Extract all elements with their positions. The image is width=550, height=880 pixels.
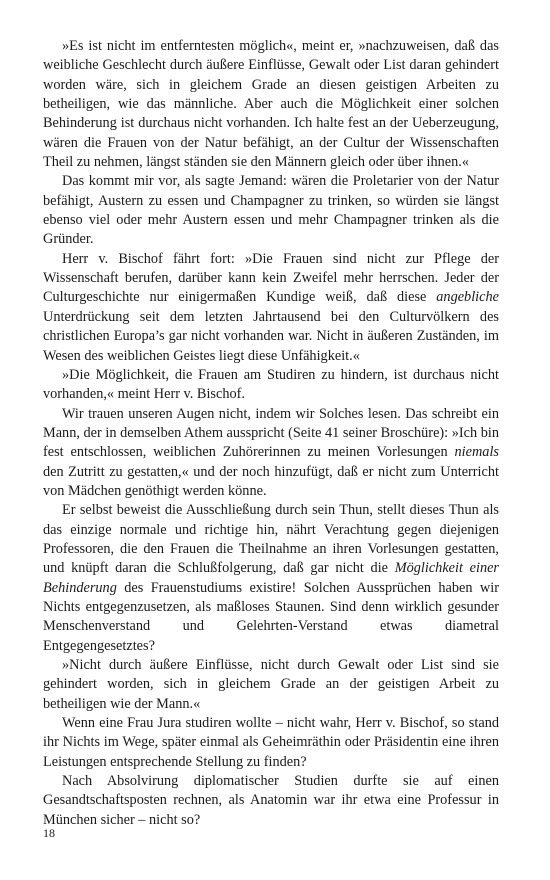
emphasis-text: niemals: [454, 444, 499, 461]
paragraph-4: [43, 366, 499, 405]
paragraph-text: Wenn eine Frau Jura studiren wollte – nicht wahr, Herr v. Bischof, so stand ihr Nichts im Wege, später einmal als Geheimräthin oder Präsidentin eine ihren Leistungen entsprechende Stellung zu finden?: [43, 715, 499, 770]
paragraph-7: [43, 656, 499, 714]
paragraph-text: Unterdrückung seit dem letzten Jahrtausend bei den Culturvölkern des christlichen Europa’s gar nicht vorhanden war. Nicht in äußeren Zuständen, im Wesen des weiblichen Geistes liegt diese Unfähigkeit.«: [43, 308, 499, 364]
paragraph-1: [43, 37, 499, 172]
emphasis-text: Möglichkeit einer Behinderung: [43, 560, 499, 596]
paragraph-text: Nach Absolvirung diplomatischer Studien durfte sie auf einen Gesandtschaftsposten rechnen, als Anatomin war ihr etwa eine Professur in München sicher – nicht so?: [43, 773, 499, 828]
paragraph-text: Wir trauen unseren Augen nicht, indem wir Solches lesen. Das schreibt ein Mann, der in demselben Athem ausspricht (Seite 41 seiner Broschüre): »Ich bin fest entschlossen, weiblichen Zuhörerinnen zu meinen Vorlesungen: [43, 405, 499, 461]
page-body: [43, 37, 499, 830]
paragraph-8: [43, 714, 499, 772]
paragraph-5: [43, 405, 499, 502]
paragraph-3: [43, 250, 499, 366]
paragraph-text: »Nicht durch äußere Einflüsse, nicht durch Gewalt oder List sind sie gehindert worden, sich in gleichem Grade an der geistigen Arbeit zu betheiligen wie der Mann.«: [43, 657, 499, 712]
paragraph-text: des Frauenstudiums existire! Solchen Aussprüchen haben wir Nichts entgegenzusetzen, als maßloses Staunen. Sind denn wirklich gesunder Menschenverstand und Gelehrten-Verstand etwas diametral Entgegengesetztes?: [43, 579, 499, 654]
emphasis-text: angebliche: [436, 289, 499, 306]
paragraph-text: Das kommt mir vor, als sagte Jemand: wären die Proletarier von der Natur befähigt, Austern zu essen und Champagner zu trinken, so würden sie längst ebenso viel oder mehr Austern essen und mehr Champagner trinken als die Gründer.: [43, 173, 499, 248]
paragraph-text: den Zutritt zu gestatten,« und der noch hinzufügt, daß er nicht zum Unterricht von Mädchen genöthigt werden könne.: [43, 463, 499, 499]
paragraph-9: [43, 772, 499, 830]
paragraph-text: Herr v. Bischof fährt fort: »Die Frauen sind nicht zur Pflege der Wissenschaft berufen, darüber kann kein Zweifel mehr herrschen. Jeder der Culturgeschichte nur einigermaßen Kundige weiß, daß diese: [43, 250, 499, 306]
paragraph-text: Er selbst beweist die Ausschließung durch sein Thun, stellt dieses Thun als das einzige normale und richtige hin, nährt Verachtung gegen diejenigen Professoren, die den Frauen die Theilnahme an ihren Vorlesungen gestatten, und knüpft daran die Schlußfolgerung, daß gar nicht die: [43, 502, 499, 577]
paragraph-text: »Die Möglichkeit, die Frauen am Studiren zu hindern, ist durchaus nicht vorhanden,« meint Herr v. Bischof.: [43, 366, 499, 403]
page-number: 18: [43, 826, 55, 840]
paragraph-6: [43, 501, 499, 656]
paragraph-text: »Es ist nicht im entferntesten möglich«, meint er, »nachzuweisen, daß das weibliche Geschlecht durch äußere Einflüsse, Gewalt oder List daran gehindert worden wäre, sich in gleichem Grade an diesen geistigen Arbeiten zu betheiligen, wie das männliche. Aber auch die Möglichkeit einer solchen Behinderung ist durchaus nicht vorhanden. Ich halte fest an der Ueberzeugung, wären die Frauen von der Natur befähigt, an der Cultur der Wissenschaften Theil zu nehmen, längst ständen sie den Männern gleich oder über ihnen.«: [43, 38, 499, 171]
paragraph-2: [43, 172, 499, 249]
